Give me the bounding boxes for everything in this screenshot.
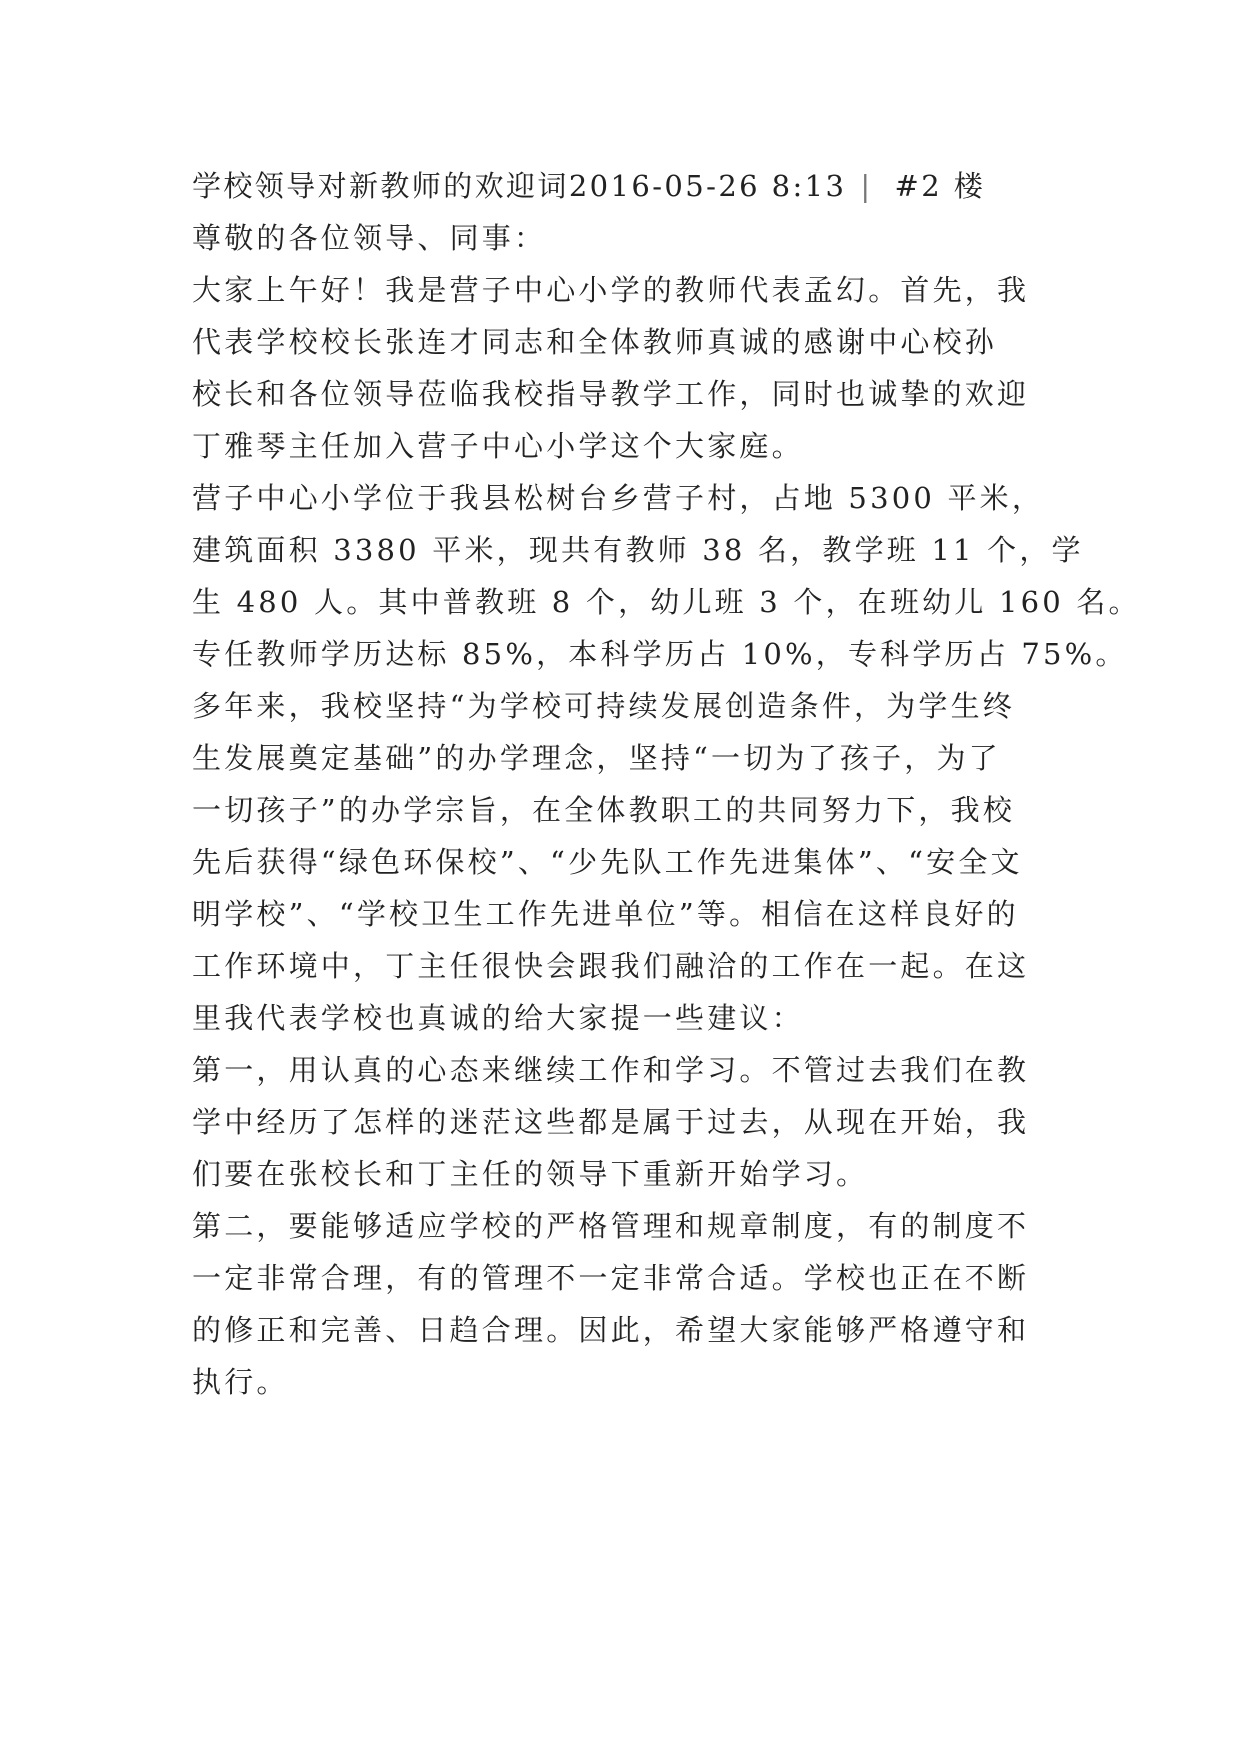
text-line: 的修正和完善、日趋合理。因此，希望大家能够严格遵守和 xyxy=(192,1313,1030,1347)
text-line: 先后获得“绿色环保校”、“少先队工作先进集体”、“安全文 xyxy=(192,845,1023,879)
text-line: 生 480 人。其中普教班 8 个，幼儿班 3 个，在班幼儿 160 名。 xyxy=(192,585,1141,619)
text-line: 学中经历了怎样的迷茫这些都是属于过去，从现在开始，我 xyxy=(192,1105,1030,1139)
text-line: 明学校”、“学校卫生工作先进单位”等。相信在这样良好的 xyxy=(192,897,1019,931)
text-line: 营子中心小学位于我县松树台乡营子村，占地 5300 平米， xyxy=(192,481,1045,515)
text-line: 一切孩子”的办学宗旨，在全体教职工的共同努力下，我校 xyxy=(192,793,1016,827)
text-line: 生发展奠定基础”的办学理念，坚持“一切为了孩子，为了 xyxy=(192,741,1001,775)
text-line: 建筑面积 3380 平米，现共有教师 38 名，教学班 11 个，学 xyxy=(192,533,1084,567)
text-line: 执行。 xyxy=(192,1365,289,1399)
text-line: 代表学校校长张连才同志和全体教师真诚的感谢中心校孙 xyxy=(192,325,998,359)
post-header xyxy=(192,160,1072,212)
text-line: 专任教师学历达标 85%，本科学历占 10%，专科学历占 75%。 xyxy=(192,637,1128,671)
text-line: 丁雅琴主任加入营子中心小学这个大家庭。 xyxy=(192,429,804,463)
text-line: 校长和各位领导莅临我校指导教学工作，同时也诚挚的欢迎 xyxy=(192,377,1030,411)
text-line: 们要在张校长和丁主任的领导下重新开始学习。 xyxy=(192,1157,869,1191)
text-line: 工作环境中，丁主任很快会跟我们融洽的工作在一起。在这 xyxy=(192,949,1030,983)
text-line: 尊敬的各位领导、同事： xyxy=(192,221,547,255)
post-title: 学校领导对新教师的欢迎词 xyxy=(192,169,569,203)
text-line: 多年来，我校坚持“为学校可持续发展创造条件，为学生终 xyxy=(192,689,1016,723)
text-line: 第二，要能够适应学校的严格管理和规章制度，有的制度不 xyxy=(192,1209,1030,1243)
post-timestamp: 2016-05-26 8:13 xyxy=(568,169,847,203)
text-line: 第一，用认真的心态来继续工作和学习。不管过去我们在教 xyxy=(192,1053,1030,1087)
text-line: 里我代表学校也真诚的给大家提一些建议： xyxy=(192,1001,804,1035)
text-line: 大家上午好！我是营子中心小学的教师代表孟幻。首先，我 xyxy=(192,273,1030,307)
document-page xyxy=(192,160,1141,1408)
text-line: 一定非常合理，有的管理不一定非常合适。学校也正在不断 xyxy=(192,1261,1030,1295)
post-floor-number: #2 楼 xyxy=(894,169,986,203)
header-separator: | xyxy=(860,169,873,203)
